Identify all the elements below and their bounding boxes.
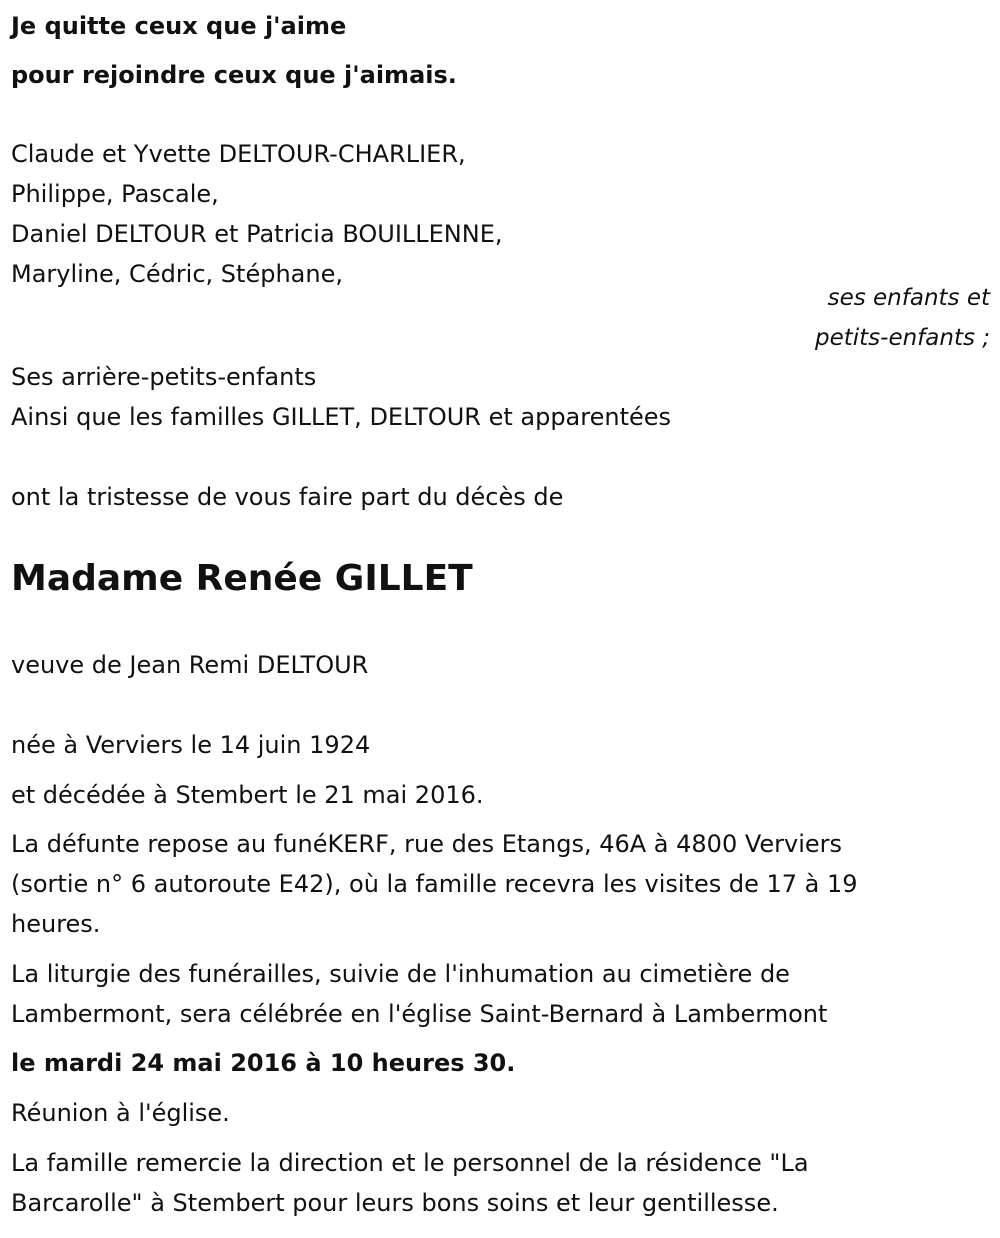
liturgy-line: Lambermont, sera célébrée en l'église Saint-Bernard à Lambermont: [11, 1000, 828, 1028]
repose-line: La défunte repose au funéKERF, rue des Etangs, 46A à 4800 Verviers: [11, 830, 843, 858]
thanks-line: La famille remercie la direction et le personnel de la résidence "La: [11, 1149, 809, 1177]
ceremony-date: le mardi 24 mai 2016 à 10 heures 30.: [11, 1049, 516, 1077]
announcement-text: ont la tristesse de vous faire part du décès de: [11, 483, 564, 511]
repose-line: heures.: [11, 910, 101, 938]
family-name-line: Claude et Yvette DELTOUR-CHARLIER,: [11, 140, 466, 168]
epigraph-line-2: pour rejoindre ceux que j'aimais.: [11, 61, 457, 89]
family-name-line: Maryline, Cédric, Stéphane,: [11, 260, 343, 288]
meeting-info: Réunion à l'église.: [11, 1099, 230, 1127]
death-line: et décédée à Stembert le 21 mai 2016.: [11, 781, 484, 809]
deceased-name: Madame Renée GILLET: [11, 558, 473, 599]
epigraph-line-1: Je quitte ceux que j'aime: [11, 12, 347, 40]
family-name-line: Philippe, Pascale,: [11, 180, 219, 208]
relation-line-2: petits-enfants ;: [814, 325, 990, 351]
great-grandchildren: Ses arrière-petits-enfants: [11, 363, 317, 391]
thanks-line: Barcarolle" à Stembert pour leurs bons soins et leur gentillesse.: [11, 1189, 779, 1217]
relation-line-1: ses enfants et: [827, 285, 990, 311]
extended-families: Ainsi que les familles GILLET, DELTOUR et apparentées: [11, 403, 672, 431]
family-name-line: Daniel DELTOUR et Patricia BOUILLENNE,: [11, 220, 503, 248]
repose-line: (sortie n° 6 autoroute E42), où la famille recevra les visites de 17 à 19: [11, 870, 858, 898]
birth-line: née à Verviers le 14 juin 1924: [11, 731, 371, 759]
liturgy-line: La liturgie des funérailles, suivie de l'inhumation au cimetière de: [11, 960, 790, 988]
widow-of: veuve de Jean Remi DELTOUR: [11, 651, 369, 679]
